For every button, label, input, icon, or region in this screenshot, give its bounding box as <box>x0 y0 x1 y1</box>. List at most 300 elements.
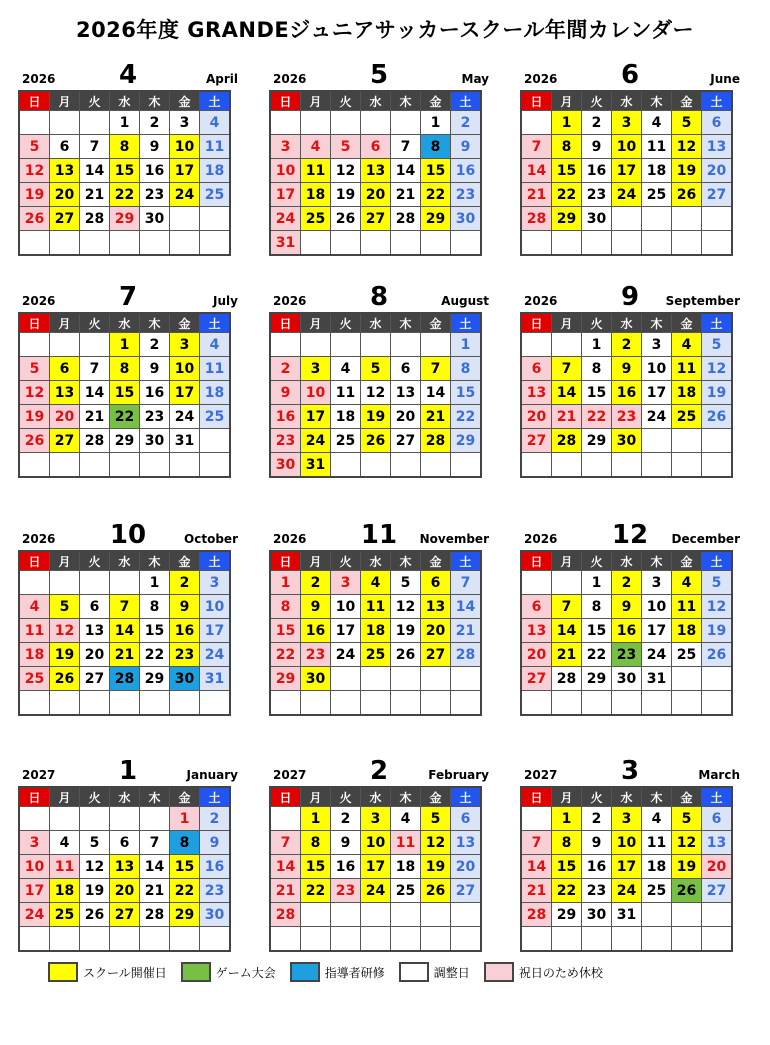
empty-cell <box>80 231 110 256</box>
empty-cell <box>702 231 733 256</box>
day-cell: 24 <box>200 643 231 667</box>
day-cell: 2 <box>140 111 170 135</box>
weekday-header: 木 <box>140 313 170 333</box>
day-cell: 29 <box>451 429 482 453</box>
day-cell: 17 <box>642 619 672 643</box>
day-cell: 22 <box>110 405 140 429</box>
weekday-header: 土 <box>451 787 482 807</box>
empty-cell <box>702 927 733 952</box>
day-cell: 2 <box>140 333 170 357</box>
day-cell: 22 <box>451 405 482 429</box>
empty-cell <box>80 453 110 478</box>
weekday-header: 金 <box>672 313 702 333</box>
month-number: 8 <box>369 282 389 312</box>
day-cell: 31 <box>270 231 301 256</box>
weekday-header: 土 <box>451 313 482 333</box>
weekday-header: 金 <box>672 91 702 111</box>
legend-swatch-school <box>48 962 78 982</box>
day-cell: 4 <box>642 807 672 831</box>
weekday-header: 木 <box>642 91 672 111</box>
day-cell: 14 <box>80 381 110 405</box>
day-cell: 16 <box>270 405 301 429</box>
month-year: 2026 <box>524 72 558 86</box>
day-cell: 19 <box>331 183 361 207</box>
month-number: 1 <box>118 756 138 786</box>
weekday-header: 水 <box>110 551 140 571</box>
empty-cell <box>672 453 702 478</box>
day-cell: 1 <box>552 807 582 831</box>
day-cell: 28 <box>552 667 582 691</box>
day-cell: 18 <box>331 405 361 429</box>
day-cell: 18 <box>642 855 672 879</box>
day-cell: 28 <box>80 429 110 453</box>
day-cell: 4 <box>200 333 231 357</box>
empty-cell <box>672 691 702 716</box>
day-cell: 19 <box>391 619 421 643</box>
month-english-name: April <box>205 72 238 86</box>
month-header <box>18 282 238 312</box>
empty-cell <box>421 231 451 256</box>
empty-cell <box>552 231 582 256</box>
day-cell: 20 <box>361 183 391 207</box>
legend <box>48 957 748 987</box>
day-cell: 28 <box>391 207 421 231</box>
empty-cell <box>301 927 331 952</box>
month-english-name: May <box>461 72 489 86</box>
month-1 <box>18 756 238 952</box>
empty-cell <box>451 691 482 716</box>
empty-cell <box>521 571 552 595</box>
day-cell: 2 <box>582 111 612 135</box>
day-cell: 28 <box>552 429 582 453</box>
day-cell: 1 <box>301 807 331 831</box>
day-cell: 9 <box>140 135 170 159</box>
weekday-header: 水 <box>110 787 140 807</box>
day-cell: 1 <box>110 111 140 135</box>
empty-cell <box>521 691 552 716</box>
empty-cell <box>642 429 672 453</box>
day-cell: 30 <box>140 207 170 231</box>
day-cell: 3 <box>642 333 672 357</box>
day-cell: 1 <box>421 111 451 135</box>
weekday-header: 日 <box>521 551 552 571</box>
empty-cell <box>582 231 612 256</box>
weekday-header: 月 <box>301 787 331 807</box>
day-cell: 29 <box>110 429 140 453</box>
day-cell: 2 <box>612 571 642 595</box>
day-cell: 17 <box>200 619 231 643</box>
month-year: 2027 <box>524 768 558 782</box>
day-cell: 3 <box>19 831 50 855</box>
day-cell: 21 <box>521 183 552 207</box>
day-cell: 28 <box>80 207 110 231</box>
empty-cell <box>331 667 361 691</box>
day-cell: 20 <box>50 405 80 429</box>
empty-cell <box>270 333 301 357</box>
day-cell: 24 <box>361 879 391 903</box>
day-cell: 9 <box>270 381 301 405</box>
empty-cell <box>140 807 170 831</box>
weekday-header: 金 <box>672 551 702 571</box>
day-cell: 4 <box>672 571 702 595</box>
legend-item-holiday <box>484 962 603 982</box>
day-cell: 22 <box>582 643 612 667</box>
day-cell: 5 <box>672 807 702 831</box>
empty-cell <box>672 429 702 453</box>
weekday-header: 木 <box>391 787 421 807</box>
day-cell: 12 <box>421 831 451 855</box>
day-cell: 16 <box>140 381 170 405</box>
day-cell: 4 <box>50 831 80 855</box>
weekday-header: 火 <box>582 787 612 807</box>
day-cell: 23 <box>301 643 331 667</box>
day-cell: 11 <box>200 357 231 381</box>
weekday-header: 水 <box>612 91 642 111</box>
empty-cell <box>50 333 80 357</box>
legend-swatch-holiday <box>484 962 514 982</box>
day-cell: 10 <box>642 595 672 619</box>
legend-label-game: ゲーム大会 <box>215 965 276 980</box>
empty-cell <box>552 927 582 952</box>
day-cell: 14 <box>451 595 482 619</box>
empty-cell <box>170 453 200 478</box>
day-cell: 25 <box>19 667 50 691</box>
day-cell: 28 <box>140 903 170 927</box>
weekday-header: 土 <box>702 787 733 807</box>
day-cell: 2 <box>170 571 200 595</box>
day-cell: 25 <box>200 183 231 207</box>
month-header <box>520 520 740 550</box>
day-cell: 5 <box>19 135 50 159</box>
empty-cell <box>270 927 301 952</box>
empty-cell <box>140 691 170 716</box>
day-cell: 8 <box>110 135 140 159</box>
empty-cell <box>451 667 482 691</box>
month-10 <box>18 520 238 716</box>
day-cell: 18 <box>19 643 50 667</box>
weekday-header: 日 <box>270 91 301 111</box>
month-english-name: November <box>419 532 489 546</box>
day-cell: 24 <box>170 405 200 429</box>
day-cell: 2 <box>451 111 482 135</box>
day-cell: 12 <box>672 135 702 159</box>
weekday-header: 水 <box>110 91 140 111</box>
day-cell: 12 <box>19 159 50 183</box>
legend-item-game <box>181 962 276 982</box>
month-2 <box>269 756 489 952</box>
day-cell: 13 <box>521 619 552 643</box>
month-english-name: February <box>428 768 489 782</box>
day-cell: 17 <box>170 159 200 183</box>
day-cell: 24 <box>170 183 200 207</box>
day-cell: 31 <box>612 903 642 927</box>
day-cell: 26 <box>19 207 50 231</box>
empty-cell <box>50 571 80 595</box>
day-cell: 27 <box>702 183 733 207</box>
day-cell: 23 <box>331 879 361 903</box>
weekday-header: 月 <box>552 551 582 571</box>
day-cell: 29 <box>110 207 140 231</box>
day-cell: 25 <box>642 183 672 207</box>
day-cell: 6 <box>110 831 140 855</box>
day-cell: 10 <box>170 135 200 159</box>
day-cell: 19 <box>672 855 702 879</box>
empty-cell <box>642 453 672 478</box>
month-table <box>520 550 733 716</box>
empty-cell <box>80 927 110 952</box>
day-cell: 23 <box>612 643 642 667</box>
day-cell: 7 <box>391 135 421 159</box>
empty-cell <box>642 903 672 927</box>
day-cell: 13 <box>421 595 451 619</box>
empty-cell <box>642 207 672 231</box>
day-cell: 25 <box>331 429 361 453</box>
month-number: 7 <box>118 282 138 312</box>
weekday-header: 木 <box>140 91 170 111</box>
day-cell: 4 <box>19 595 50 619</box>
day-cell: 23 <box>582 879 612 903</box>
day-cell: 16 <box>331 855 361 879</box>
day-cell: 13 <box>80 619 110 643</box>
day-cell: 8 <box>140 595 170 619</box>
legend-item-adjust <box>399 962 470 982</box>
day-cell: 9 <box>301 595 331 619</box>
day-cell: 12 <box>672 831 702 855</box>
day-cell: 18 <box>200 159 231 183</box>
day-cell: 15 <box>421 159 451 183</box>
day-cell: 12 <box>19 381 50 405</box>
empty-cell <box>170 927 200 952</box>
day-cell: 1 <box>110 333 140 357</box>
month-number: 2 <box>369 756 389 786</box>
day-cell: 27 <box>421 643 451 667</box>
empty-cell <box>521 111 552 135</box>
legend-swatch-adjust <box>399 962 429 982</box>
weekday-header: 金 <box>170 313 200 333</box>
empty-cell <box>19 571 50 595</box>
weekday-header: 木 <box>642 551 672 571</box>
month-table <box>18 90 231 256</box>
day-cell: 2 <box>582 807 612 831</box>
day-cell: 14 <box>421 381 451 405</box>
legend-item-school <box>48 962 167 982</box>
empty-cell <box>421 691 451 716</box>
day-cell: 16 <box>170 619 200 643</box>
day-cell: 4 <box>391 807 421 831</box>
empty-cell <box>110 807 140 831</box>
day-cell: 1 <box>582 333 612 357</box>
day-cell: 30 <box>270 453 301 478</box>
day-cell: 27 <box>110 903 140 927</box>
empty-cell <box>50 927 80 952</box>
empty-cell <box>521 927 552 952</box>
day-cell: 12 <box>702 357 733 381</box>
weekday-header: 日 <box>270 313 301 333</box>
day-cell: 4 <box>361 571 391 595</box>
weekday-header: 木 <box>642 787 672 807</box>
day-cell: 6 <box>80 595 110 619</box>
day-cell: 26 <box>331 207 361 231</box>
weekday-header: 土 <box>702 313 733 333</box>
day-cell: 11 <box>672 357 702 381</box>
empty-cell <box>421 927 451 952</box>
weekday-header: 火 <box>80 551 110 571</box>
weekday-header: 金 <box>672 787 702 807</box>
day-cell: 27 <box>521 429 552 453</box>
day-cell: 20 <box>702 159 733 183</box>
day-cell: 26 <box>702 405 733 429</box>
day-cell: 30 <box>612 667 642 691</box>
month-table <box>269 312 482 478</box>
empty-cell <box>331 111 361 135</box>
day-cell: 12 <box>80 855 110 879</box>
day-cell: 15 <box>582 619 612 643</box>
weekday-header: 金 <box>421 91 451 111</box>
empty-cell <box>421 903 451 927</box>
day-cell: 26 <box>50 667 80 691</box>
day-cell: 1 <box>451 333 482 357</box>
empty-cell <box>200 207 231 231</box>
weekday-header: 土 <box>200 91 231 111</box>
weekday-header: 土 <box>200 551 231 571</box>
day-cell: 17 <box>331 619 361 643</box>
day-cell: 26 <box>19 429 50 453</box>
month-header <box>269 756 489 786</box>
empty-cell <box>331 903 361 927</box>
empty-cell <box>391 667 421 691</box>
day-cell: 14 <box>552 619 582 643</box>
day-cell: 12 <box>361 381 391 405</box>
day-cell: 28 <box>110 667 140 691</box>
weekday-header: 日 <box>521 91 552 111</box>
empty-cell <box>19 807 50 831</box>
day-cell: 19 <box>19 183 50 207</box>
day-cell: 9 <box>200 831 231 855</box>
empty-cell <box>552 571 582 595</box>
day-cell: 11 <box>361 595 391 619</box>
day-cell: 10 <box>612 831 642 855</box>
day-cell: 13 <box>50 381 80 405</box>
month-english-name: July <box>213 294 238 308</box>
day-cell: 31 <box>170 429 200 453</box>
day-cell: 26 <box>672 879 702 903</box>
day-cell: 15 <box>582 381 612 405</box>
day-cell: 11 <box>19 619 50 643</box>
day-cell: 21 <box>421 405 451 429</box>
day-cell: 9 <box>331 831 361 855</box>
empty-cell <box>50 231 80 256</box>
empty-cell <box>612 927 642 952</box>
day-cell: 18 <box>200 381 231 405</box>
day-cell: 19 <box>50 643 80 667</box>
weekday-header: 水 <box>110 313 140 333</box>
month-english-name: December <box>671 532 740 546</box>
empty-cell <box>140 927 170 952</box>
day-cell: 18 <box>642 159 672 183</box>
day-cell: 16 <box>200 855 231 879</box>
day-cell: 2 <box>301 571 331 595</box>
empty-cell <box>19 111 50 135</box>
legend-label-holiday: 祝日のため休校 <box>518 965 603 980</box>
day-cell: 19 <box>702 619 733 643</box>
day-cell: 5 <box>50 595 80 619</box>
month-year: 2026 <box>524 532 558 546</box>
day-cell: 22 <box>552 879 582 903</box>
month-table <box>18 786 231 952</box>
empty-cell <box>80 111 110 135</box>
month-table <box>18 312 231 478</box>
weekday-header: 金 <box>170 551 200 571</box>
day-cell: 24 <box>270 207 301 231</box>
day-cell: 15 <box>552 159 582 183</box>
day-cell: 15 <box>270 619 301 643</box>
day-cell: 13 <box>391 381 421 405</box>
day-cell: 25 <box>642 879 672 903</box>
day-cell: 4 <box>672 333 702 357</box>
weekday-header: 日 <box>19 787 50 807</box>
month-year: 2027 <box>273 768 307 782</box>
day-cell: 19 <box>702 381 733 405</box>
weekday-header: 火 <box>80 91 110 111</box>
day-cell: 21 <box>270 879 301 903</box>
day-cell: 3 <box>270 135 301 159</box>
month-year: 2026 <box>273 532 307 546</box>
day-cell: 19 <box>361 405 391 429</box>
day-cell: 14 <box>270 855 301 879</box>
empty-cell <box>391 927 421 952</box>
empty-cell <box>672 231 702 256</box>
day-cell: 21 <box>552 405 582 429</box>
day-cell: 7 <box>451 571 482 595</box>
day-cell: 7 <box>552 357 582 381</box>
month-header <box>18 520 238 550</box>
empty-cell <box>702 667 733 691</box>
day-cell: 11 <box>200 135 231 159</box>
empty-cell <box>80 333 110 357</box>
day-cell: 6 <box>391 357 421 381</box>
empty-cell <box>301 111 331 135</box>
empty-cell <box>331 927 361 952</box>
day-cell: 30 <box>200 903 231 927</box>
empty-cell <box>391 231 421 256</box>
day-cell: 21 <box>552 643 582 667</box>
day-cell: 5 <box>361 357 391 381</box>
day-cell: 25 <box>200 405 231 429</box>
weekday-header: 土 <box>702 91 733 111</box>
day-cell: 3 <box>200 571 231 595</box>
day-cell: 27 <box>50 207 80 231</box>
empty-cell <box>270 111 301 135</box>
day-cell: 11 <box>642 135 672 159</box>
day-cell: 8 <box>582 357 612 381</box>
day-cell: 23 <box>200 879 231 903</box>
day-cell: 8 <box>421 135 451 159</box>
empty-cell <box>702 903 733 927</box>
empty-cell <box>110 571 140 595</box>
weekday-header: 火 <box>582 91 612 111</box>
empty-cell <box>612 453 642 478</box>
day-cell: 29 <box>552 207 582 231</box>
empty-cell <box>451 903 482 927</box>
empty-cell <box>331 231 361 256</box>
month-4 <box>18 60 238 256</box>
day-cell: 17 <box>270 183 301 207</box>
month-table <box>269 786 482 952</box>
day-cell: 22 <box>421 183 451 207</box>
day-cell: 16 <box>612 619 642 643</box>
day-cell: 12 <box>391 595 421 619</box>
empty-cell <box>50 691 80 716</box>
